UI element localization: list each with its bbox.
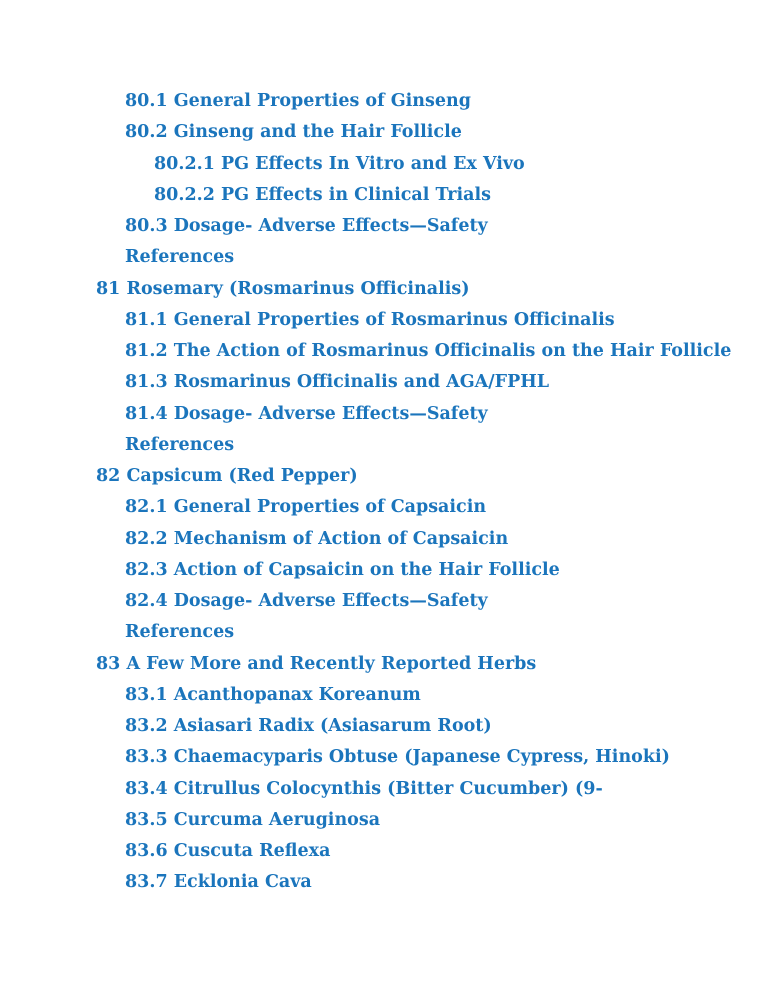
toc-chapter-heading[interactable]: 83 A Few More and Recently Reported Herbs — [96, 653, 537, 674]
toc-entry[interactable]: 80.2 Ginseng and the Hair Follicle — [125, 122, 462, 143]
toc-entry[interactable]: 80.1 General Properties of Ginseng — [125, 91, 471, 111]
toc-chapter-heading[interactable]: 82 Capsicum (Red Pepper) — [96, 466, 358, 486]
toc-entry[interactable]: 82.1 General Properties of Capsaicin — [125, 497, 487, 518]
toc-entry[interactable]: 83.4 Citrullus Colocynthis (Bitter Cucumber) (9- — [125, 778, 603, 799]
toc-entry[interactable]: 81.3 Rosmarinus Officinalis and AGA/FPHL — [125, 372, 550, 393]
toc-entry[interactable]: 83.2 Asiasari Radix (Asiasarum Root) — [125, 716, 492, 736]
toc-entry[interactable]: 81.2 The Action of Rosmarinus Officinalis on the Hair Follicle — [125, 341, 732, 361]
toc-entry[interactable]: 82.3 Action of Capsaicin on the Hair Follicle — [125, 559, 560, 580]
toc-entry-references[interactable]: References — [125, 247, 235, 268]
toc-entry[interactable]: 80.3 Dosage- Adverse Effects—Safety — [125, 216, 488, 236]
toc-entry[interactable]: 83.1 Acanthopanax Koreanum — [125, 684, 421, 705]
toc-entry[interactable]: 83.5 Curcuma Aeruginosa — [125, 809, 381, 830]
table-of-contents — [0, 86, 772, 899]
toc-entry[interactable]: 80.2.2 PG Effects in Clinical Trials — [154, 184, 491, 205]
toc-entry-references[interactable]: References — [125, 434, 235, 455]
toc-entry[interactable]: 83.7 Ecklonia Cava — [125, 872, 312, 893]
toc-chapter-heading[interactable]: 81 Rosemary (Rosmarinus Officinalis) — [96, 278, 470, 299]
toc-entry[interactable]: 83.3 Chaemacyparis Obtuse (Japanese Cypress, Hinoki) — [125, 747, 670, 768]
toc-entry-references[interactable]: References — [125, 622, 235, 643]
toc-entry[interactable]: 81.1 General Properties of Rosmarinus Officinalis — [125, 309, 615, 330]
toc-entry[interactable]: 82.4 Dosage- Adverse Effects—Safety — [125, 591, 488, 611]
toc-entry[interactable]: 81.4 Dosage- Adverse Effects—Safety — [125, 403, 488, 424]
toc-entry[interactable]: 80.2.1 PG Effects In Vitro and Ex Vivo — [154, 153, 525, 174]
toc-entry[interactable]: 83.6 Cuscuta Reflexa — [125, 841, 331, 861]
toc-entry[interactable]: 82.2 Mechanism of Action of Capsaicin — [125, 528, 509, 549]
